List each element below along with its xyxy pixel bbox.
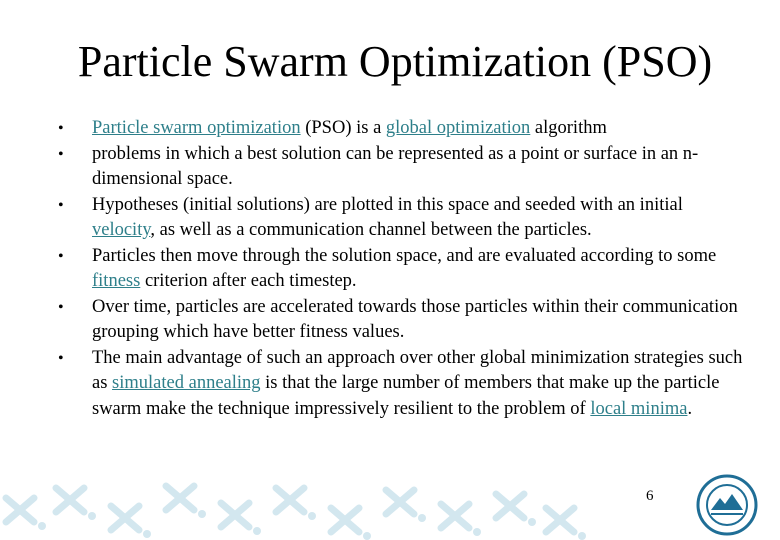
bullet-item	[56, 193, 746, 244]
bullet-text: problems in which a best solution can be represented as a point or surface in an n-dimensional space.	[92, 143, 699, 189]
bullet-text: is that the large number of members that make up the particle swarm make the technique impressively resilient to the problem of	[92, 373, 720, 419]
bullet-text: Particles then move through the solution space, and are evaluated according to some	[92, 245, 717, 266]
bullet-item	[56, 346, 746, 423]
page-number: 6	[646, 488, 654, 504]
bullet-dot: •	[58, 349, 64, 367]
bullet-text: , as well as a communication channel between the particles.	[150, 220, 592, 240]
slide-title: Particle Swarm Optimization (PSO)	[77, 37, 713, 86]
hyperlink[interactable]: Particle swarm optimization	[92, 118, 301, 138]
bullet-item	[56, 116, 746, 142]
hyperlink[interactable]: global optimization	[385, 118, 531, 138]
pattern-motif	[386, 490, 426, 522]
pattern-motif	[276, 488, 316, 520]
hyperlink[interactable]: local minima	[590, 398, 688, 419]
bullet-text: The main advantage of such an approach over other global minimization strategies such as	[92, 347, 743, 393]
university-seal-icon	[696, 474, 758, 536]
bullet-list	[56, 116, 746, 422]
bullet-dot: •	[58, 145, 64, 163]
pattern-motif	[221, 503, 261, 535]
bullet-dot: •	[58, 247, 64, 265]
pattern-motif	[496, 494, 536, 526]
pattern-motif	[6, 498, 46, 530]
bullet-text: Hypotheses (initial solutions) are plotted in this space and seeded with an initial	[92, 194, 683, 215]
pattern-motif	[111, 506, 151, 538]
bullet-item	[56, 295, 746, 346]
hyperlink[interactable]: velocity	[92, 220, 151, 240]
decorative-molecule-pattern	[0, 470, 600, 540]
hyperlink[interactable]: fitness	[92, 271, 141, 291]
pattern-motif	[546, 508, 586, 540]
pattern-motif	[166, 486, 206, 518]
bullet-dot: •	[58, 298, 64, 316]
bullet-text: .	[687, 398, 693, 419]
bullet-text: criterion after each timestep.	[140, 271, 357, 291]
pattern-motif	[441, 504, 481, 536]
bullet-item	[56, 244, 746, 295]
bullet-text: Over time, particles are accelerated towards those particles within their communication grouping which have better fitness values.	[92, 296, 738, 342]
bullet-text: (PSO) is a	[300, 118, 386, 138]
bullet-dot: •	[58, 196, 64, 214]
bullet-text: algorithm	[530, 118, 607, 138]
hyperlink[interactable]: simulated annealing	[112, 373, 261, 393]
bullet-item	[56, 142, 746, 193]
bullet-dot: •	[58, 120, 64, 137]
pattern-motif	[331, 508, 371, 540]
pattern-motif	[56, 488, 96, 520]
